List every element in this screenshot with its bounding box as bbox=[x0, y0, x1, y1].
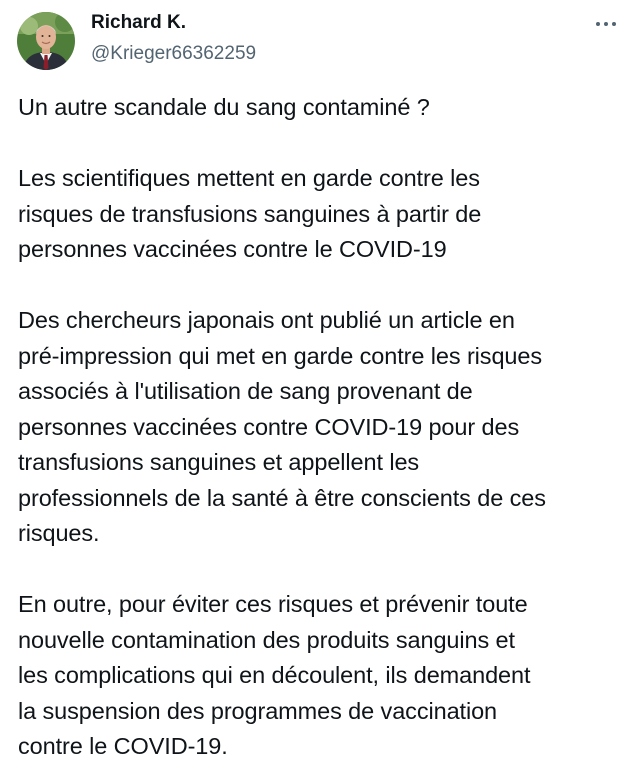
avatar[interactable] bbox=[17, 12, 75, 70]
profile-photo-icon bbox=[17, 12, 75, 70]
tweet-paragraph: Des chercheurs japonais ont publié un article en pré-impression qui met en garde contre les risques associés à l'utilisation de sang provenant de personnes vaccinées contre COVID-19 pour des transfusions sanguines et appellent les professionnels de la santé à être conscients de ces risques. bbox=[18, 307, 546, 546]
tweet-paragraph: En outre, pour éviter ces risques et prévenir toute nouvelle contamination des produits sanguins et les complications qui en découlent, ils demandent la suspension des programmes de vaccination contre le COVID-19. bbox=[18, 591, 531, 759]
more-options-icon bbox=[594, 20, 618, 28]
author-handle[interactable]: @Krieger66362259 bbox=[91, 43, 257, 64]
more-options-button[interactable] bbox=[588, 12, 624, 36]
tweet-paragraph: Les scientifiques mettent en garde contre les risques de transfusions sanguines à partir de personnes vaccinées contre le COVID-19 bbox=[18, 165, 482, 262]
tweet-text bbox=[18, 90, 618, 765]
author-name[interactable]: Richard K. bbox=[91, 12, 187, 33]
tweet-paragraph: Un autre scandale du sang contaminé ? bbox=[18, 94, 430, 120]
